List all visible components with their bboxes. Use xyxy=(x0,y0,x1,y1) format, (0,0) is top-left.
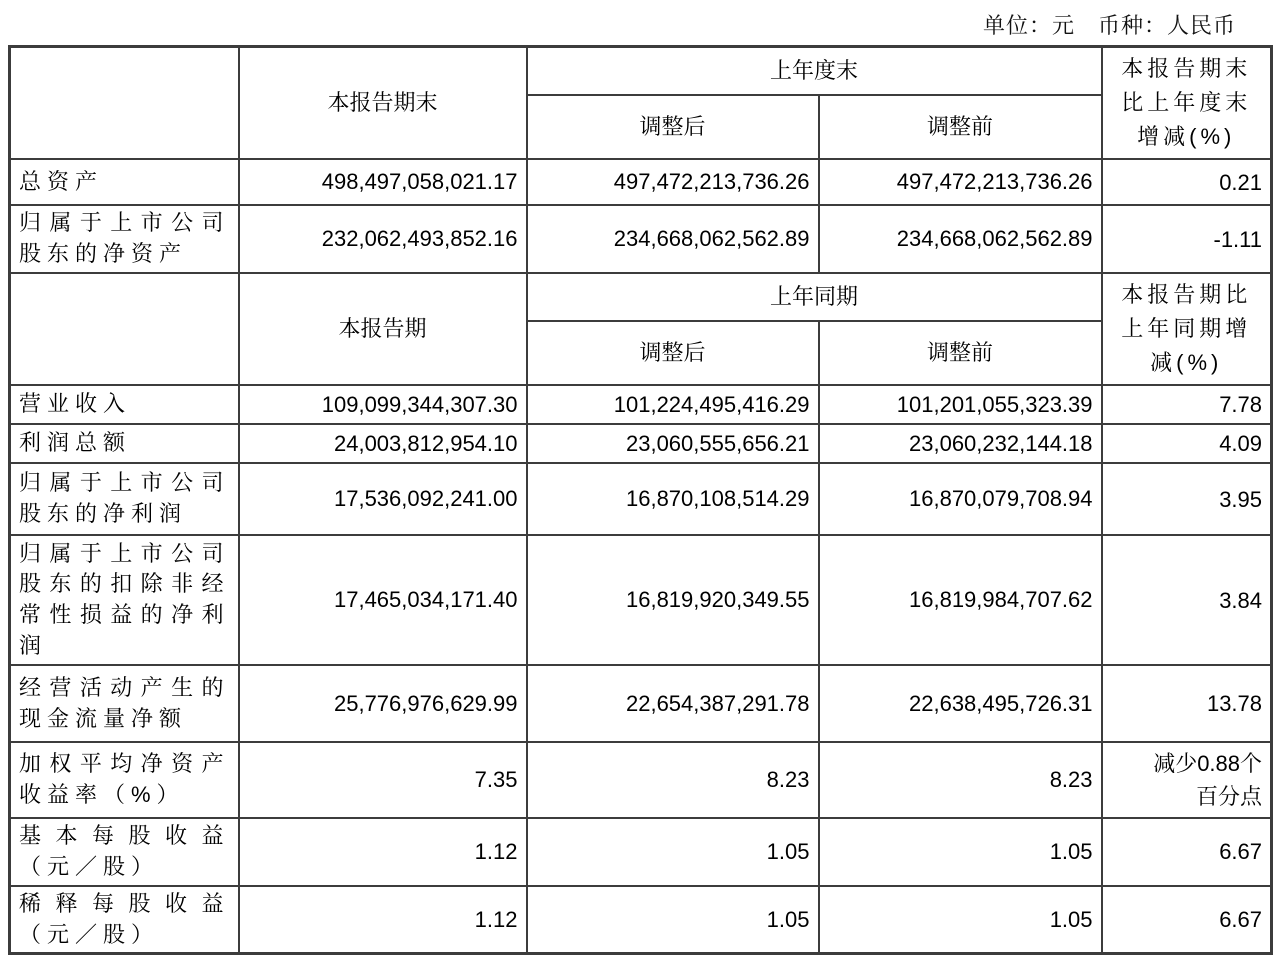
col-header-prior-period-group: 上年同期 xyxy=(527,273,1102,321)
value-prior-adjusted: 8.23 xyxy=(527,742,819,818)
table-row-net-profit-excl-nonrecurring xyxy=(10,535,1272,665)
value-prior-adjusted: 23,060,555,656.21 xyxy=(527,424,819,463)
header-row-prior-period xyxy=(10,273,1272,321)
value-current-period: 1.12 xyxy=(239,818,527,886)
col-header-prior-year-end-group: 上年度末 xyxy=(527,47,1102,95)
value-prior-adjusted: 497,472,213,736.26 xyxy=(527,159,819,205)
value-prior-before: 1.05 xyxy=(819,886,1102,954)
value-current-period: 7.35 xyxy=(239,742,527,818)
value-prior-before: 101,201,055,323.39 xyxy=(819,385,1102,424)
table-row-net-assets xyxy=(10,205,1272,273)
value-current-period: 232,062,493,852.16 xyxy=(239,205,527,273)
table-row-total-profit xyxy=(10,424,1272,463)
value-prior-adjusted: 22,654,387,291.78 xyxy=(527,665,819,742)
row-label: 总资产 xyxy=(10,159,239,205)
value-prior-before: 497,472,213,736.26 xyxy=(819,159,1102,205)
col-header-change-vs-prior-year-end: 本报告期末比上年度末增减(%) xyxy=(1102,47,1272,160)
col-header-before-adjustment-balance: 调整前 xyxy=(819,95,1102,159)
table-row-weighted-avg-roe xyxy=(10,742,1272,818)
table-row-total-assets xyxy=(10,159,1272,205)
value-current-period: 1.12 xyxy=(239,886,527,954)
value-change-percent: 0.21 xyxy=(1102,159,1272,205)
row-label: 归属于上市公司股东的扣除非经常性损益的净利润 xyxy=(10,535,239,665)
value-prior-adjusted: 1.05 xyxy=(527,886,819,954)
value-prior-adjusted: 1.05 xyxy=(527,818,819,886)
value-prior-before: 234,668,062,562.89 xyxy=(819,205,1102,273)
col-header-change-vs-prior-period: 本报告期比上年同期增减(%) xyxy=(1102,273,1272,385)
value-prior-adjusted: 234,668,062,562.89 xyxy=(527,205,819,273)
value-current-period: 498,497,058,021.17 xyxy=(239,159,527,205)
value-change-percent: 6.67 xyxy=(1102,818,1272,886)
corner-cell-balance xyxy=(10,47,239,160)
value-change-percent: 3.95 xyxy=(1102,463,1272,535)
value-prior-before: 16,819,984,707.62 xyxy=(819,535,1102,665)
row-label: 营业收入 xyxy=(10,385,239,424)
value-prior-before: 16,870,079,708.94 xyxy=(819,463,1102,535)
row-label: 稀释每股收益（元／股） xyxy=(10,886,239,954)
value-change-percent: 6.67 xyxy=(1102,886,1272,954)
value-current-period: 17,536,092,241.00 xyxy=(239,463,527,535)
row-label: 归属于上市公司股东的净资产 xyxy=(10,205,239,273)
col-header-current-period: 本报告期 xyxy=(239,273,527,385)
value-change-percent: 13.78 xyxy=(1102,665,1272,742)
row-label: 经营活动产生的现金流量净额 xyxy=(10,665,239,742)
row-label: 利润总额 xyxy=(10,424,239,463)
row-label: 基本每股收益（元／股） xyxy=(10,818,239,886)
value-change-percent: -1.11 xyxy=(1102,205,1272,273)
value-prior-adjusted: 16,819,920,349.55 xyxy=(527,535,819,665)
value-prior-before: 1.05 xyxy=(819,818,1102,886)
header-row-prior-year-end xyxy=(10,47,1272,95)
unit-currency-label: 单位：元 币种：人民币 xyxy=(982,13,1236,38)
value-current-period: 109,099,344,307.30 xyxy=(239,385,527,424)
col-header-before-adjustment-income: 调整前 xyxy=(819,321,1102,385)
value-prior-before: 8.23 xyxy=(819,742,1102,818)
value-current-period: 24,003,812,954.10 xyxy=(239,424,527,463)
table-row-diluted-eps xyxy=(10,886,1272,954)
value-current-period: 17,465,034,171.40 xyxy=(239,535,527,665)
value-prior-before: 22,638,495,726.31 xyxy=(819,665,1102,742)
table-row-net-profit xyxy=(10,463,1272,535)
row-label: 归属于上市公司股东的净利润 xyxy=(10,463,239,535)
table-row-operating-revenue xyxy=(10,385,1272,424)
value-prior-before: 23,060,232,144.18 xyxy=(819,424,1102,463)
col-header-adjusted-balance: 调整后 xyxy=(527,95,819,159)
value-change-percent: 3.84 xyxy=(1102,535,1272,665)
value-current-period: 25,776,976,629.99 xyxy=(239,665,527,742)
value-change-percent: 4.09 xyxy=(1102,424,1272,463)
table-row-basic-eps xyxy=(10,818,1272,886)
value-change-percent: 7.78 xyxy=(1102,385,1272,424)
col-header-current-period-end: 本报告期末 xyxy=(239,47,527,160)
key-financials-table xyxy=(8,45,1273,955)
table-row-operating-cash-flow xyxy=(10,665,1272,742)
value-change-percent: 减少0.88个百分点 xyxy=(1102,742,1272,818)
row-label: 加权平均净资产收益率（%） xyxy=(10,742,239,818)
value-prior-adjusted: 101,224,495,416.29 xyxy=(527,385,819,424)
corner-cell-income xyxy=(10,273,239,385)
col-header-adjusted-income: 调整后 xyxy=(527,321,819,385)
value-prior-adjusted: 16,870,108,514.29 xyxy=(527,463,819,535)
